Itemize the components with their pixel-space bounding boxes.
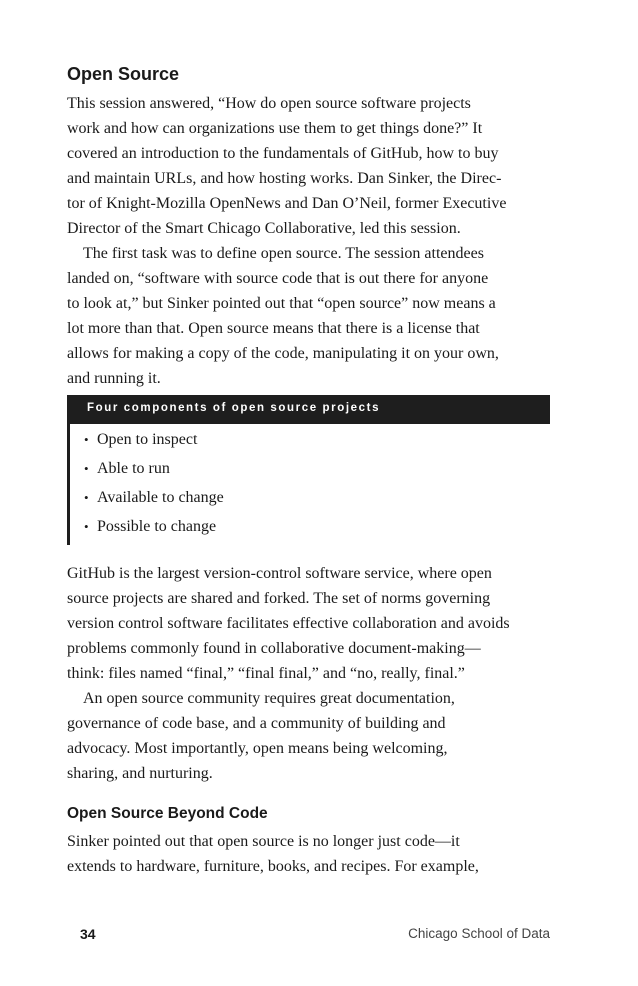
sidebar-title-bar [67,395,550,424]
paragraph-line: allows for making a copy of the code, manipulating it on your own, [67,345,499,362]
paragraph-line: governance of code base, and a community of building and [67,715,446,732]
page-number: 34 [80,926,96,942]
paragraph-line: problems commonly found in collaborative document-making— [67,640,481,657]
paragraph-line: This session answered, “How do open source software projects [67,95,471,112]
list-item-text: Possible to change [97,518,217,535]
paragraph-line: and maintain URLs, and how hosting works. Dan Sinker, the Direc- [67,170,502,187]
bullet-icon: • [84,432,89,447]
list-item-text: Able to run [97,460,170,477]
section-heading: Open Source [67,64,180,84]
paragraph-line: The first task was to define open source. The session attendees [67,245,484,262]
sidebar-left-rule [67,424,70,545]
paragraph-line: source projects are shared and forked. The set of norms governing [67,590,491,607]
running-footer-title: Chicago School of Data [408,926,550,941]
paragraph-line: GitHub is the largest version-control software service, where open [67,565,492,582]
paragraph-line: An open source community requires great documentation, [67,690,455,707]
list-item-text: Available to change [97,489,224,506]
list-item [84,488,224,508]
paragraph-line: work and how can organizations use them to get things done?” It [67,120,483,137]
list-item [84,430,197,450]
paragraph-line: sharing, and nurturing. [67,765,213,782]
paragraph-line: tor of Knight-Mozilla OpenNews and Dan O’Neil, former Executive [67,195,507,212]
paragraph-line: to look at,” but Sinker pointed out that “open source” now means a [67,295,496,312]
paragraph-line: Director of the Smart Chicago Collaborative, led this session. [67,220,461,237]
subsection-heading: Open Source Beyond Code [67,805,268,822]
paragraph-line: landed on, “software with source code that is out there for anyone [67,270,489,287]
paragraph-line: think: files named “final,” “final final,” and “no, really, final.” [67,665,465,682]
bullet-icon: • [84,490,89,505]
list-item-text: Open to inspect [97,431,198,448]
bullet-icon: • [84,461,89,476]
paragraph-line: version control software facilitates effective collaboration and avoids [67,615,510,632]
components-sidebar [67,395,550,545]
sidebar-title: Four components of open source projects [87,402,381,414]
list-item [84,459,170,479]
paragraph-line: covered an introduction to the fundamentals of GitHub, how to buy [67,145,499,162]
paragraph-line: extends to hardware, furniture, books, and recipes. For example, [67,858,479,875]
paragraph-line: Sinker pointed out that open source is no longer just code—it [67,833,460,850]
list-item [84,517,216,537]
bullet-icon: • [84,519,89,534]
paragraph-line: lot more than that. Open source means that there is a license that [67,320,480,337]
paragraph-line: advocacy. Most importantly, open means being welcoming, [67,740,448,757]
paragraph-line: and running it. [67,370,161,387]
